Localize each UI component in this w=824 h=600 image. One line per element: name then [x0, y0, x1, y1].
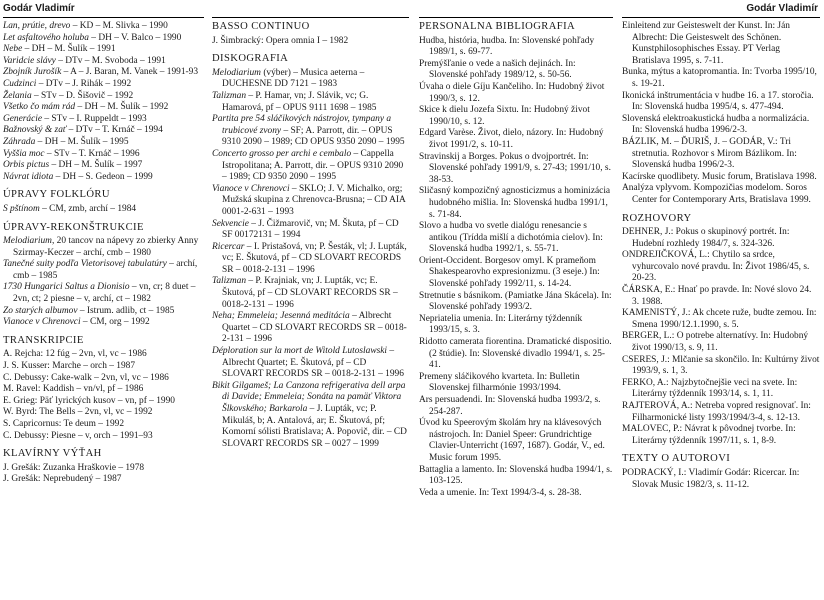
entry-details: J. Grešák: Zuzanka Hraškovie – 1978	[3, 462, 145, 473]
list-item	[3, 373, 204, 385]
list-item	[3, 56, 204, 68]
entry-details: Premeny sláčikového kvarteta. In: Bulletin Slovenskej filharmónie 1993/1994.	[419, 371, 580, 394]
section-heading: ÚPRAVY FOLKLÓRU	[3, 189, 110, 201]
entry-details: – vn, cr; 8 duet – 2vn, ct; 2 piesne – v, archí, ct – 1982	[13, 282, 196, 305]
list-item	[419, 314, 613, 337]
entry-title: Ricercar	[212, 241, 245, 252]
section-heading: ROZHOVORY	[622, 212, 692, 224]
column-3	[419, 21, 613, 499]
list-item	[3, 431, 204, 443]
list-item	[419, 465, 613, 488]
list-item	[3, 204, 204, 216]
entry-details: – Istrum. adlib, ct – 1985	[77, 305, 175, 316]
entry-details: BERGER, L.: O potrebe alternatívy. In: Hudobný život 1990/13, s. 9, 11.	[622, 331, 809, 354]
entry-details: J. S. Kusser: Marche – orch – 1987	[3, 361, 136, 372]
column-4	[622, 21, 820, 491]
entry-details: Sličasný kompozičný agnosticizmus a hominizácia hudobného mišlia. In: Slovenská hudba 1991/1, s. 71-84.	[419, 186, 611, 220]
entry-details: Úvaha o diele Gíju Kančeliho. In: Hudobný život 1990/3, s. 12.	[419, 81, 605, 104]
header-rule	[3, 17, 204, 18]
list-item	[3, 306, 204, 318]
entry-details: J. Grešák: Neprebudený – 1987	[3, 474, 122, 485]
entry-details: J. Šimbracký: Opera omnia I – 1982	[212, 35, 349, 46]
entry-details: Stravinskij a Borges. Pokus o dvojportrét. In: Slovenské pohľady 1991/9, s. 27-43; 1991/10, s. 38-53.	[419, 151, 611, 185]
list-item	[3, 349, 204, 361]
entry-details: – STv – I. Ruppeldt – 1993	[42, 113, 147, 124]
entry-title: Melodiarium,	[3, 236, 55, 247]
list-item	[3, 474, 204, 486]
entry-details: Bunka, mýtus a katopromantia. In: Tvorba 1995/10, s. 19-21.	[622, 67, 817, 89]
entry-title: Cudzinci	[3, 78, 37, 89]
entry-details: Edgard Varèse. Život, dielo, názory. In: Hudobný život 1991/2, s. 10-11.	[419, 128, 604, 150]
entry-details: – Albrecht Quartet; E. Škutová, pf – CD SLOVART RECORDS SR – 0018-2-131 – 1996	[222, 346, 404, 380]
entry-title: Tanečné suity podľa Vietorisovej tabulatúry	[3, 259, 167, 270]
list-item	[212, 36, 409, 48]
header-rule	[419, 17, 613, 18]
entry-title: Návrat idiota	[3, 171, 54, 182]
entry-details: Nepriatelia umenia. In: Literárny týždenník 1993/15, s. 3.	[419, 313, 583, 336]
entry-details: C. Debussy: Piesne – v, orch – 1991–93	[3, 430, 153, 441]
list-item	[212, 184, 409, 219]
entry-details: Ridotto camerata fiorentina. Dramatické dispositio. (2 štúdie). In: Slovenské divadlo 1994/1, s. 25-41.	[419, 337, 612, 371]
entry-title: Talizman	[212, 90, 247, 101]
entry-title: Bikit Gilgameš; La Canzona refrigerativa dell arpa di Davide; Emmeleia; Sonáta na pamäť Viktora Šlkovského; Barkarola	[212, 380, 406, 414]
list-item	[419, 82, 613, 105]
entry-details: – DH – M. Šulík – 1997	[49, 160, 143, 171]
header-rule	[212, 17, 409, 18]
entry-details: Einleitend zur Geisteswelt der Kunst. In: Ján Albrecht: Die Geisteswelt des Schönen. Kunstphilosophisches Essay. PT Verlag Bratislava 1995, s. 7-11.	[622, 21, 790, 66]
entry-details: – STv – D. Šišovič – 1992	[31, 90, 134, 101]
list-item	[622, 172, 820, 184]
entry-details: – DH – M. Šulík – 1991	[22, 44, 116, 55]
list-item	[622, 308, 820, 331]
list-item	[419, 59, 613, 82]
entry-title: Nebe	[3, 44, 23, 55]
entry-details: – P. Krajniak, vn; J. Lupták, vc; E. Škutová, pf – CD SLOVART RECORDS SR – 0018-2-131 – 1996	[222, 276, 398, 310]
entry-details: RAJTEROVÁ, A.: Netreba vopred resignovať. In: Filharmonické listy 1993/1994/3-4, s. 12-13.	[622, 401, 811, 423]
entry-title: Generácie	[3, 113, 43, 124]
list-item	[3, 102, 204, 114]
entry-details: – J. Lupták, vc; P. Mikuláš, b; A. Antalová, ar; E. Škutová, pf; Komorní sólisti Bratislava; A. Popovič, dir. – CD SLOVART RECORDS SR – 0027 – 1999	[222, 404, 407, 449]
list-item	[622, 468, 820, 491]
list-item	[622, 67, 820, 90]
entry-details: – A – J. Baran, M. Vanek – 1991-93	[61, 67, 199, 78]
entry-title: Concerto grosso per archi e cembalo	[212, 148, 352, 159]
list-item	[3, 172, 204, 184]
entry-details: Slovenská elektroakustická hudba a normalizácia. In: Slovenská hudba 1996/2-3.	[622, 113, 810, 136]
list-item	[622, 285, 820, 308]
entry-details: – Albrecht Quartet – CD SLOVART RECORDS SR – 0018-2-131 – 1996	[222, 311, 407, 345]
list-item	[3, 282, 204, 305]
list-item	[419, 221, 613, 256]
entry-details: Stretnutie s básnikom. (Pamiatke Jána Skácela). In: Slovenské pohľady 1993/2.	[419, 290, 612, 313]
entry-details: – CM, zmb, archí – 1984	[39, 203, 137, 214]
list-item	[3, 44, 204, 56]
entry-details: – CM, org – 1992	[80, 317, 150, 328]
header-rule	[622, 17, 820, 18]
entry-details: CSERES, J.: Mlčanie sa skončilo. In: Kultúrny život 1993/9, s. 1, 3.	[622, 354, 820, 377]
entry-title: Zbojník Jurošík	[3, 67, 62, 78]
list-item	[419, 256, 613, 291]
entry-details: – I. Pristašová, vn; P. Šesták, vl; J. Lupták, vc; E. Škutová, pf – CD SLOVART RECORDS SR – 0018-2-131 – 1996	[222, 241, 407, 275]
list-item	[212, 311, 409, 346]
list-item	[3, 419, 204, 431]
list-item	[3, 236, 204, 259]
list-item	[212, 68, 409, 91]
section-heading: TEXTY O AUTOROVI	[622, 453, 731, 465]
list-item	[3, 125, 204, 137]
entry-details: E. Grieg: Päť lyrických kusov – vn, pf – 1990	[3, 395, 175, 406]
column-2	[212, 21, 409, 450]
list-item	[212, 149, 409, 184]
section-heading: BASSO CONTINUO	[212, 21, 310, 32]
entry-details: Battaglia a lamento. In: Slovenská hudba 1994/1, s. 103-125.	[419, 464, 613, 487]
entry-details: Ars persuadendi. In: Slovenská hudba 1993/2, s. 254-287.	[419, 395, 601, 417]
list-item	[3, 114, 204, 126]
list-item	[622, 401, 820, 424]
entry-details: – Cappella Istropolitana; A. Parrott, dir. – OPUS 9310 2090 – 1989; CD 9350 2090 – 1995	[222, 148, 404, 183]
list-item	[419, 395, 613, 418]
list-item	[212, 346, 409, 381]
list-item	[419, 372, 613, 395]
entry-details: – J. Čižmarovič, vn; M. Škuta, pf – CD SF 00172131 – 1994	[222, 218, 399, 241]
list-item	[3, 91, 204, 103]
list-item	[622, 21, 820, 67]
entry-details: – SF; A. Parrott, dir. – OPUS 9310 2090 – 1989; CD OPUS 9350 2090 – 1995	[222, 125, 405, 148]
list-item	[3, 463, 204, 475]
entry-details: Veda a umenie. In: Text 1994/3-4, s. 28-38.	[419, 487, 582, 498]
list-item	[3, 160, 204, 172]
list-item	[3, 137, 204, 149]
list-item	[419, 36, 613, 59]
entry-title: Partita pre 54 sláčikových nástrojov, tympany a trubicové zvony	[212, 114, 392, 136]
entry-details: Slovo a hudba vo svetle dialógu renesancie s antikou (Trídda mišlí a dichotómia cielov). In: Slovenská hudba 1992/1, s. 55-71.	[419, 221, 603, 255]
list-item	[3, 407, 204, 419]
entry-details: M. Ravel: Kaddish – vn/vl, pf – 1986	[3, 384, 144, 395]
list-item	[622, 355, 820, 378]
section-heading: ÚPRAVY-REKONŠTRUKCIE	[3, 221, 144, 233]
list-item	[419, 337, 613, 372]
entry-details: A. Rejcha: 12 fúg – 2vn, vl, vc – 1986	[3, 349, 147, 360]
section-heading: TRANSKRIPCIE	[3, 334, 84, 346]
entry-details: – DTv – J. Rihák – 1992	[36, 78, 132, 89]
entry-title: Vianoce v Chrenovci	[212, 183, 290, 194]
entry-title: Bažnovský & zať	[3, 125, 67, 136]
list-item	[419, 128, 613, 151]
list-item	[419, 152, 613, 187]
entry-title: Sekvencie	[212, 218, 249, 229]
list-item	[622, 91, 820, 114]
list-item	[3, 396, 204, 408]
entry-title: Želania	[3, 90, 32, 101]
list-item	[212, 114, 409, 149]
list-item	[622, 424, 820, 447]
entry-details: – DTv – M. Svoboda – 1991	[55, 55, 166, 66]
section-heading: KLAVÍRNY VÝŤAH	[3, 448, 102, 460]
entry-title: Melodiarium	[212, 67, 261, 78]
list-item	[419, 488, 613, 500]
list-item	[3, 259, 204, 282]
entry-details: – SKLO; J. V. Michalko, org; Mužská skupina z Chrenovca-Brusna; – CD AIA 0001-2-631 – 1993	[222, 183, 406, 217]
entry-title: Orbis pictus	[3, 160, 50, 171]
entry-details: S. Capricornus: Te deum – 1992	[3, 419, 125, 429]
section-heading: DISKOGRAFIA	[212, 53, 289, 65]
entry-details: Hudba, história, hudba. In: Slovenské pohľady 1989/1, s. 69-77.	[419, 35, 595, 58]
entry-details: – DH – M. Šulík – 1992	[75, 102, 169, 113]
header-author-left: Godár Vladimír	[3, 3, 75, 14]
list-item	[622, 331, 820, 354]
list-item	[212, 242, 409, 277]
list-item	[212, 219, 409, 242]
entry-details: C. Debussy: Cake-walk – 2vn, vl, vc – 1986	[3, 372, 169, 383]
list-item	[3, 384, 204, 396]
entry-title: Všetko čo mám rád	[3, 102, 76, 113]
list-item	[3, 317, 204, 329]
entry-details: (výber) – Musica aeterna – DUCHESNE DD 7121 – 1983	[222, 67, 365, 90]
entry-details: BÁZLIK, M. – ĎURIŠ, J. – GODÁR, V.: Tri stretnutia. Rozhovor s Mirom Bázlikom. In: Slovenská hudba 1996/2-3.	[622, 136, 797, 171]
column-1	[3, 21, 204, 486]
entry-title: Varidcie slávy	[3, 55, 56, 66]
header-author-right: Godár Vladimír	[746, 3, 818, 14]
list-item	[212, 91, 409, 114]
entry-details: DEHNER, J.: Pokus o skupinový portrét. In: Hudební rozhledy 1984/7, s. 324-326.	[622, 227, 790, 249]
list-item	[419, 291, 613, 314]
entry-details: Kacírske quodlibety. Music forum, Bratislava 1998.	[622, 171, 817, 182]
entry-details: Ikonická inštrumentácia v hudbe 16. a 17. storočia. In: Slovenská hudba 1995/4, s. 477-494.	[622, 90, 814, 113]
list-item	[419, 105, 613, 128]
list-item	[622, 250, 820, 285]
list-item	[419, 186, 613, 221]
entry-details: – DTv – T. Krnáč – 1994	[66, 125, 163, 136]
list-item	[3, 79, 204, 91]
entry-title: Neha; Emmeleia; Jesenná meditácia	[212, 311, 350, 322]
entry-details: FERKO, A.: Najzbytočnejšie veci na svete. In: Literárny týždenník 1993/14, s. 1, 11.	[622, 377, 798, 400]
entry-details: PODRACKÝ, I.: Vladimír Godár: Ricercar. In: Slovak Music 1982/3, s. 11-12.	[622, 467, 800, 490]
list-item	[622, 378, 820, 401]
list-item	[622, 137, 820, 172]
entry-title: Déploration sur la mort de Witold Lutoslawski	[212, 346, 388, 357]
entry-details: – KD – M. Slivka – 1990	[70, 21, 168, 31]
entry-details: – P. Hamar, vn; J. Slávik, vc; G. Hamarová, pf – OPUS 9111 1698 – 1985	[222, 90, 377, 113]
list-item	[622, 114, 820, 137]
entry-details: – STv – T. Krnáč – 1996	[44, 148, 140, 159]
entry-details: ČÁRSKA, E.: Hnať po pravde. In: Nové slovo 24. 3. 1988.	[622, 285, 812, 307]
list-item	[622, 227, 820, 250]
entry-details: ONDREJIČKOVÁ, L.: Chytilo sa srdce, vyhurcovalo nové pravdu. In: Život 1986/45, s. 20-23.	[622, 250, 810, 284]
entry-details: – DH – V. Balco – 1990	[88, 32, 182, 43]
entry-details: – DH – S. Gedeon – 1999	[53, 171, 153, 182]
entry-title: Záhrada	[3, 136, 36, 147]
entry-title: Let asfaltového holuba	[3, 32, 89, 43]
entry-details: – archí, cmb – 1985	[13, 259, 198, 281]
entry-title: Vyššia moc	[3, 148, 45, 159]
list-item	[3, 33, 204, 45]
entry-details: Úvod ku Speerovým školám hry na klávesových nástrojoch. In: Daniel Speer: Grundrichtige Clavier-Unterricht (1697, 1687). Godár, V., ed. Music forum 1995.	[419, 418, 605, 463]
list-item	[212, 381, 409, 451]
entry-title: 1730 Hungarici Saltus a Dionisio	[3, 282, 130, 293]
entry-title: S pštínom	[3, 203, 40, 214]
entry-details: MALOVEC, P.: Návrat k pôvodnej tvorbe. In: Literárny týždenník 1997/11, s. 1, 8-9.	[622, 424, 796, 446]
entry-details: 20 tancov na nápevy zo zbierky Anny Szirmay-Keczer – archí, cmb – 1980	[13, 236, 199, 258]
entry-details: Analýza vplyvom. Kompozičias modelom. Soros Center for Contemporary Arts, Bratislava 1999.	[622, 183, 811, 205]
entry-title: Talizman	[212, 276, 247, 287]
entry-title: Lan, prútie, drevo	[3, 21, 71, 31]
list-item	[3, 361, 204, 373]
entry-details: – DH – M. Šulík – 1995	[35, 136, 129, 147]
entry-title: Zo starých albumov	[3, 305, 78, 316]
entry-details: KAMENISTÝ, J.: Ak chcete ruže, budte zemou. In: Smena 1990/12.1.1990, s. 5.	[622, 308, 817, 330]
list-item	[3, 21, 204, 33]
entry-details: Orient-Occident. Borgesov omyl. K prameňom Shakespearovho expresionizmu. (3 eseje.) In: Slovenské pohľady 1992/11, s. 14-24.	[419, 255, 600, 290]
list-item	[419, 418, 613, 464]
entry-details: W. Byrd: The Bells – 2vn, vl, vc – 1992	[3, 407, 153, 418]
list-item	[212, 276, 409, 311]
list-item	[3, 149, 204, 161]
entry-details: Premýšľanie o vede a našich dejinách. In: Slovenské pohľady 1989/12, s. 50-56.	[419, 58, 576, 81]
section-heading: PERSONÁLNA BIBLIOGRAFIA	[419, 21, 576, 32]
list-item	[622, 183, 820, 206]
entry-title: Vianoce v Chrenovci	[3, 317, 81, 328]
entry-details: Skice k dielu Jozefa Sixtu. In: Hudobný život 1990/10, s. 12.	[419, 105, 590, 127]
list-item	[3, 67, 204, 79]
